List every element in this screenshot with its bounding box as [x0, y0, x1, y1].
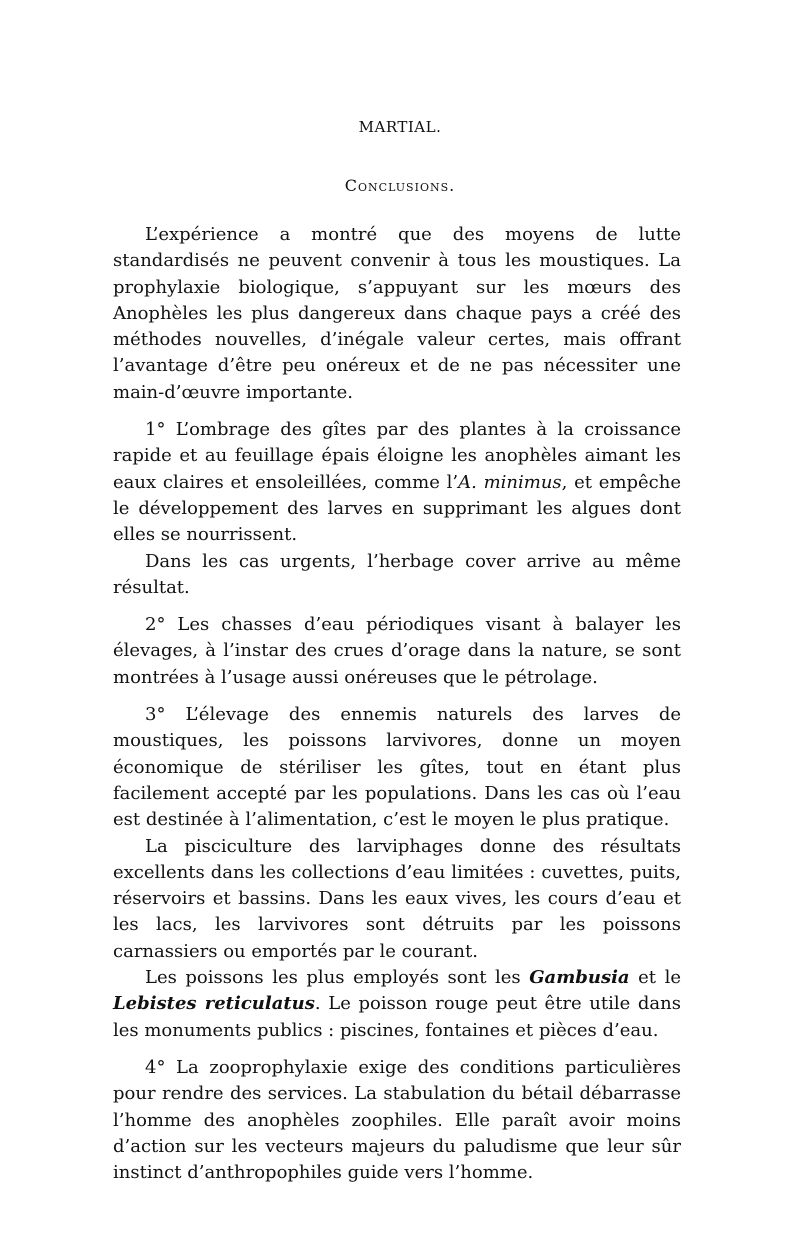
paragraph-fish-text-end: . Le poisson rouge peut être utile dans les monuments publics : piscines, fontaines et pièces d’eau. [113, 993, 681, 1041]
paragraph-point-1-text-end: , et empêche le développement des larves en supprimant les algues dont elles se nourrissent. [113, 471, 682, 546]
species-name-lebistes: Lebistes reticulatus [113, 993, 315, 1015]
paragraph-point-4: 4° La zooprophylaxie exige des conditions particulières pour rendre des services. La stabulation du bétail débarrasse l’homme des anophèles zoophiles. Elle paraît avoir moins d’action sur les vecteurs majeurs du paludisme que leur sûr instinct d’anthropophiles guide vers l’homme. [113, 1056, 681, 1184]
body-text [113, 222, 681, 1186]
species-name-gambusia: Gambusia [529, 967, 630, 989]
paragraph-intro: L’expérience a montré que des moyens de lutte standardisés ne peuvent convenir à tous les moustiques. La prophylaxie biologique, s’appuyant sur les mœurs des Anophèles les plus dangereux dans chaque pays a créé des méthodes nouvelles, d’inégale valeur certes, mais offrant l’avantage d’être peu onéreux et de ne pas nécessiter une main-d’œuvre importante. [113, 224, 681, 403]
paragraph-urgent-cases: Dans les cas urgents, l’herbage cover arrive au même résultat. [113, 550, 681, 598]
species-name: A. minimus [458, 471, 562, 493]
paragraph-fish-text-middle: et le [629, 967, 681, 989]
running-head: MARTIAL. [358, 118, 442, 136]
paragraph-point-2: 2° Les chasses d’eau périodiques visant à balayer les élevages, à l’instar des crues d’orage dans la nature, se sont montrées à l’usage aussi onéreuses que le pétrolage. [113, 614, 681, 688]
paragraph-point-1-text: 1° L’ombrage des gîtes par des plantes à la croissance rapide et au feuillage épais éloigne les anophèles aimant les eaux claires et ensoleillées, comme l’ [113, 419, 681, 493]
paragraph-pisciculture: La pisciculture des larviphages donne des résultats excellents dans les collections d’eau limitées : cuvettes, puits, réservoirs et bassins. Dans les eaux vives, les cours d’eau et les lacs, les larvivores sont détruits par les poissons carnassiers ou emportés par le courant. [113, 835, 681, 962]
paragraph-fish-species [113, 965, 681, 1044]
paragraph-point-3: 3° L’élevage des ennemis naturels des larves de moustiques, les poissons larvivores, donne un moyen économique de stériliser les gîtes, tout en étant plus facilement accepté par les populations. Dans les cas où l’eau est destinée à l’alimentation, c’est le moyen le plus pratique. [113, 704, 681, 831]
section-title: Conclusions. [344, 176, 456, 195]
paragraph-point-1 [113, 417, 681, 548]
paragraph-fish-text: Les poissons les plus employés sont les [145, 967, 530, 989]
